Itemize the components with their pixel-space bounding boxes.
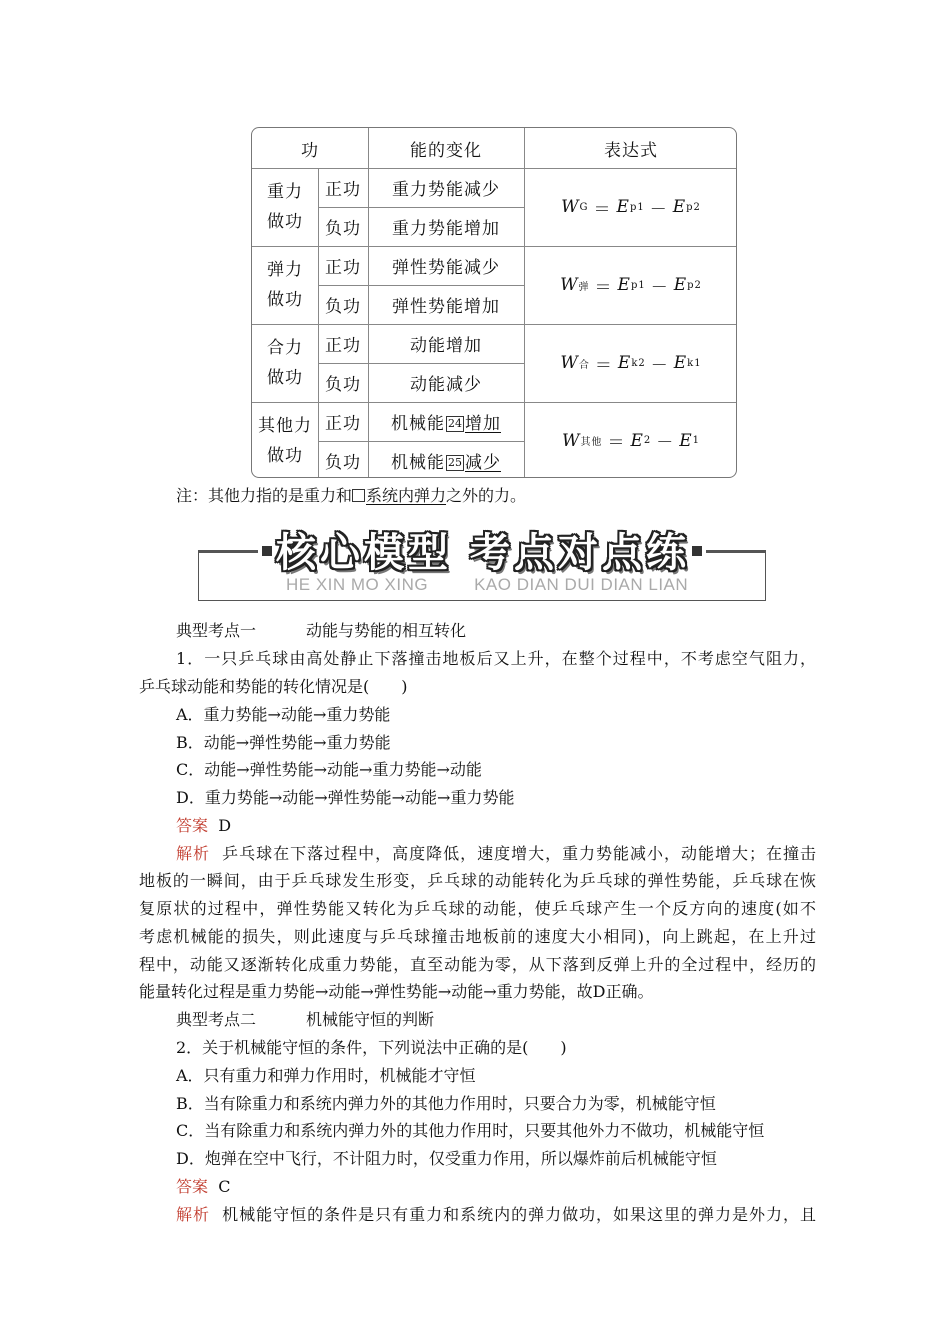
note-underlined-text: 系统内弹力 [366, 486, 447, 505]
energy-change: 弹性势能减少 [392, 258, 500, 278]
blank-answer [352, 486, 446, 505]
energy-change-text: 机械能 [391, 414, 445, 434]
force-label: 做功 [267, 290, 303, 310]
answer-label: 答案 [176, 816, 209, 835]
formula-sub: p2 [687, 279, 702, 291]
formula-sub: 弹 [578, 281, 590, 293]
grid-line [318, 363, 524, 364]
force-gravity [252, 168, 318, 246]
grid-line [252, 168, 737, 169]
pinyin-text: HE XIN MO XING [286, 575, 429, 594]
formula-sub: p1 [629, 201, 645, 213]
formula-sub: 其他 [580, 437, 603, 448]
pinyin-text: KAO DIAN DUI DIAN LIAN [474, 575, 689, 594]
formula-net [524, 324, 737, 402]
banner-rule-right [706, 550, 766, 553]
formula-part: E [673, 275, 688, 295]
energy-change: 重力势能增加 [392, 219, 500, 239]
blank-number: 25 [448, 455, 462, 469]
grid-line [318, 207, 524, 208]
energy-change: 动能增加 [410, 336, 482, 356]
formula-part: E [672, 197, 687, 217]
q1-analysis-line [176, 841, 816, 864]
blank-number: 24 [448, 417, 462, 430]
grid-line [368, 128, 369, 478]
q1-analysis-line: 考虑机械能的损失，则此速度与乒乓球撞击地板前的速度大小相同)，向上跳起，在上升过 [139, 927, 816, 946]
q1-stem-line: 乒乓球动能和势能的转化情况是( ) [139, 677, 408, 696]
q1-analysis-line: 复原状的过程中，弹性势能又转化为乒乓球的动能，使乒乓球产生一个反方向的速度(如不 [139, 899, 816, 918]
formula-part: E [673, 353, 688, 373]
force-label: 重力 [267, 182, 303, 202]
formula-elastic [524, 246, 737, 324]
formula-part: E [630, 430, 644, 451]
formula-other [524, 402, 737, 478]
work-sign: 正功 [325, 336, 361, 356]
q2-option-b: B．当有除重力和系统内弹力外的其他力作用时，只要合力为零，机械能守恒 [176, 1094, 716, 1113]
grid-line [318, 441, 524, 442]
q1-analysis-line: 程中，动能又逐渐转化成重力势能，直至动能为零，从下落到反弹上升的全过程中，经历的 [139, 955, 816, 974]
q1-option-d: D．重力势能→动能→弹性势能→动能→重力势能 [176, 788, 515, 807]
section-title: 动能与势能的相互转化 [306, 621, 467, 640]
formula-sub: k2 [631, 357, 646, 369]
grid-line [318, 168, 319, 478]
formula-part: W [561, 430, 581, 451]
banner-pinyin [286, 575, 688, 595]
energy-change [368, 441, 524, 478]
formula-sub: p1 [630, 279, 646, 291]
energy-change: 重力势能减少 [392, 180, 500, 200]
grid-line [252, 402, 737, 403]
force-label: 做功 [267, 368, 303, 388]
grid-line [318, 285, 524, 286]
formula-part: E [617, 275, 631, 295]
blank-box [352, 489, 365, 502]
work-sign: 负功 [325, 219, 361, 239]
grid-line [252, 246, 737, 247]
q2-option-c: C．当有除重力和系统内弹力外的其他力作用时，只要其他外力不做功，机械能守恒 [176, 1121, 765, 1140]
formula-part: E [679, 430, 693, 451]
q2-analysis-line [176, 1202, 816, 1225]
section-label: 典型考点二 [176, 1010, 257, 1029]
energy-change: 弹性势能增加 [392, 297, 500, 317]
minus-sign: － [649, 199, 668, 220]
equals-sign: ＝ [594, 355, 613, 376]
force-label: 合力 [267, 338, 303, 358]
formula-gravity [524, 168, 737, 246]
q1-stem-line: 1．一只乒乓球由高处静止下落撞击地板后又上升，在整个过程中，不考虑空气阻力， [176, 649, 816, 668]
energy-change-text: 机械能 [391, 452, 445, 473]
q1-option-c: C．动能→弹性势能→动能→重力势能→动能 [176, 760, 482, 779]
work-sign: 负功 [325, 297, 361, 317]
analysis-label: 解析 [176, 1205, 210, 1224]
blank-25 [445, 448, 501, 473]
q2-stem: 2．关于机械能守恒的条件，下列说法中正确的是( ) [176, 1038, 567, 1057]
q1-option-a: A．重力势能→动能→重力势能 [176, 705, 391, 724]
formula-part: W [560, 275, 579, 295]
force-other [252, 402, 318, 478]
header-work: 功 [301, 140, 319, 161]
force-label: 做功 [267, 212, 303, 232]
formula-sub: G [579, 201, 589, 213]
q2-option-d: D．炮弹在空中飞行，不计阻力时，仅受重力作用，所以爆炸前后机械能守恒 [176, 1149, 717, 1168]
table-note [176, 483, 526, 506]
work-sign: 正功 [325, 258, 361, 278]
q2-option-a: A．只有重力和弹力作用时，机械能才守恒 [176, 1066, 476, 1085]
grid-line [524, 128, 525, 478]
blank-24 [445, 409, 501, 434]
formula-part: W [561, 197, 580, 217]
energy-change [368, 402, 524, 441]
answer-value: C [218, 1177, 231, 1196]
formula-sub: k1 [687, 357, 702, 369]
section-label: 典型考点一 [176, 621, 257, 640]
energy-work-table [251, 127, 737, 478]
answer-value: D [218, 816, 232, 835]
section-title: 机械能守恒的判断 [306, 1010, 435, 1029]
section-banner [198, 525, 768, 603]
minus-sign: － [650, 355, 669, 376]
force-label: 弹力 [267, 260, 303, 280]
force-elastic [252, 246, 318, 324]
minus-sign: － [650, 277, 669, 298]
header-energy-change: 能的变化 [410, 140, 482, 161]
q1-analysis-line: 能量转化过程是重力势能→动能→弹性势能→动能→重力势能，故D正确。 [139, 982, 654, 1001]
note-text: 注：其他力指的是重力和 [176, 486, 353, 505]
q1-answer [176, 813, 231, 836]
banner-title: 核心模型 考点对点练 [276, 530, 690, 576]
force-label: 其他力 [258, 415, 312, 436]
grid-line [252, 324, 737, 325]
minus-sign: － [656, 433, 675, 453]
work-sign: 负功 [325, 452, 361, 473]
force-label: 做功 [267, 445, 303, 466]
force-net [252, 324, 318, 402]
work-sign: 负功 [325, 375, 361, 395]
equals-sign: ＝ [593, 199, 612, 220]
work-sign: 正功 [325, 414, 361, 434]
energy-change-text: 减少 [465, 452, 501, 473]
equals-sign: ＝ [607, 433, 626, 453]
q1-analysis-line: 地板的一瞬间，由于乒乓球发生形变，乒乓球的动能转化为乒乓球的弹性势能，乒乓球在恢 [139, 871, 816, 890]
note-text: 之外的力。 [446, 486, 527, 505]
formula-part: W [560, 353, 579, 373]
section-heading-2 [176, 1007, 434, 1030]
q1-option-b: B．动能→弹性势能→重力势能 [176, 733, 391, 752]
q2-answer [176, 1174, 230, 1197]
formula-sub: 2 [643, 435, 652, 446]
formula-sub: p2 [686, 201, 701, 213]
formula-part: E [617, 353, 632, 373]
analysis-text: 机械能守恒的条件是只有重力和系统内的弹力做功，如果这里的弹力是外力，且 [222, 1205, 816, 1224]
formula-sub: 合 [578, 359, 590, 371]
banner-rule-left [198, 550, 258, 553]
header-expression: 表达式 [604, 140, 658, 161]
analysis-text: 乒乓球在下落过程中，高度降低，速度增大，重力势能减小，动能增大；在撞击 [222, 844, 816, 863]
analysis-label: 解析 [176, 844, 210, 863]
work-sign: 正功 [325, 180, 361, 200]
energy-change-text: 增加 [465, 414, 501, 434]
equals-sign: ＝ [594, 277, 613, 298]
formula-part: E [616, 197, 630, 217]
energy-change: 动能减少 [410, 375, 482, 395]
formula-sub: 1 [692, 435, 701, 446]
section-heading-1 [176, 618, 466, 641]
answer-label: 答案 [176, 1177, 209, 1196]
